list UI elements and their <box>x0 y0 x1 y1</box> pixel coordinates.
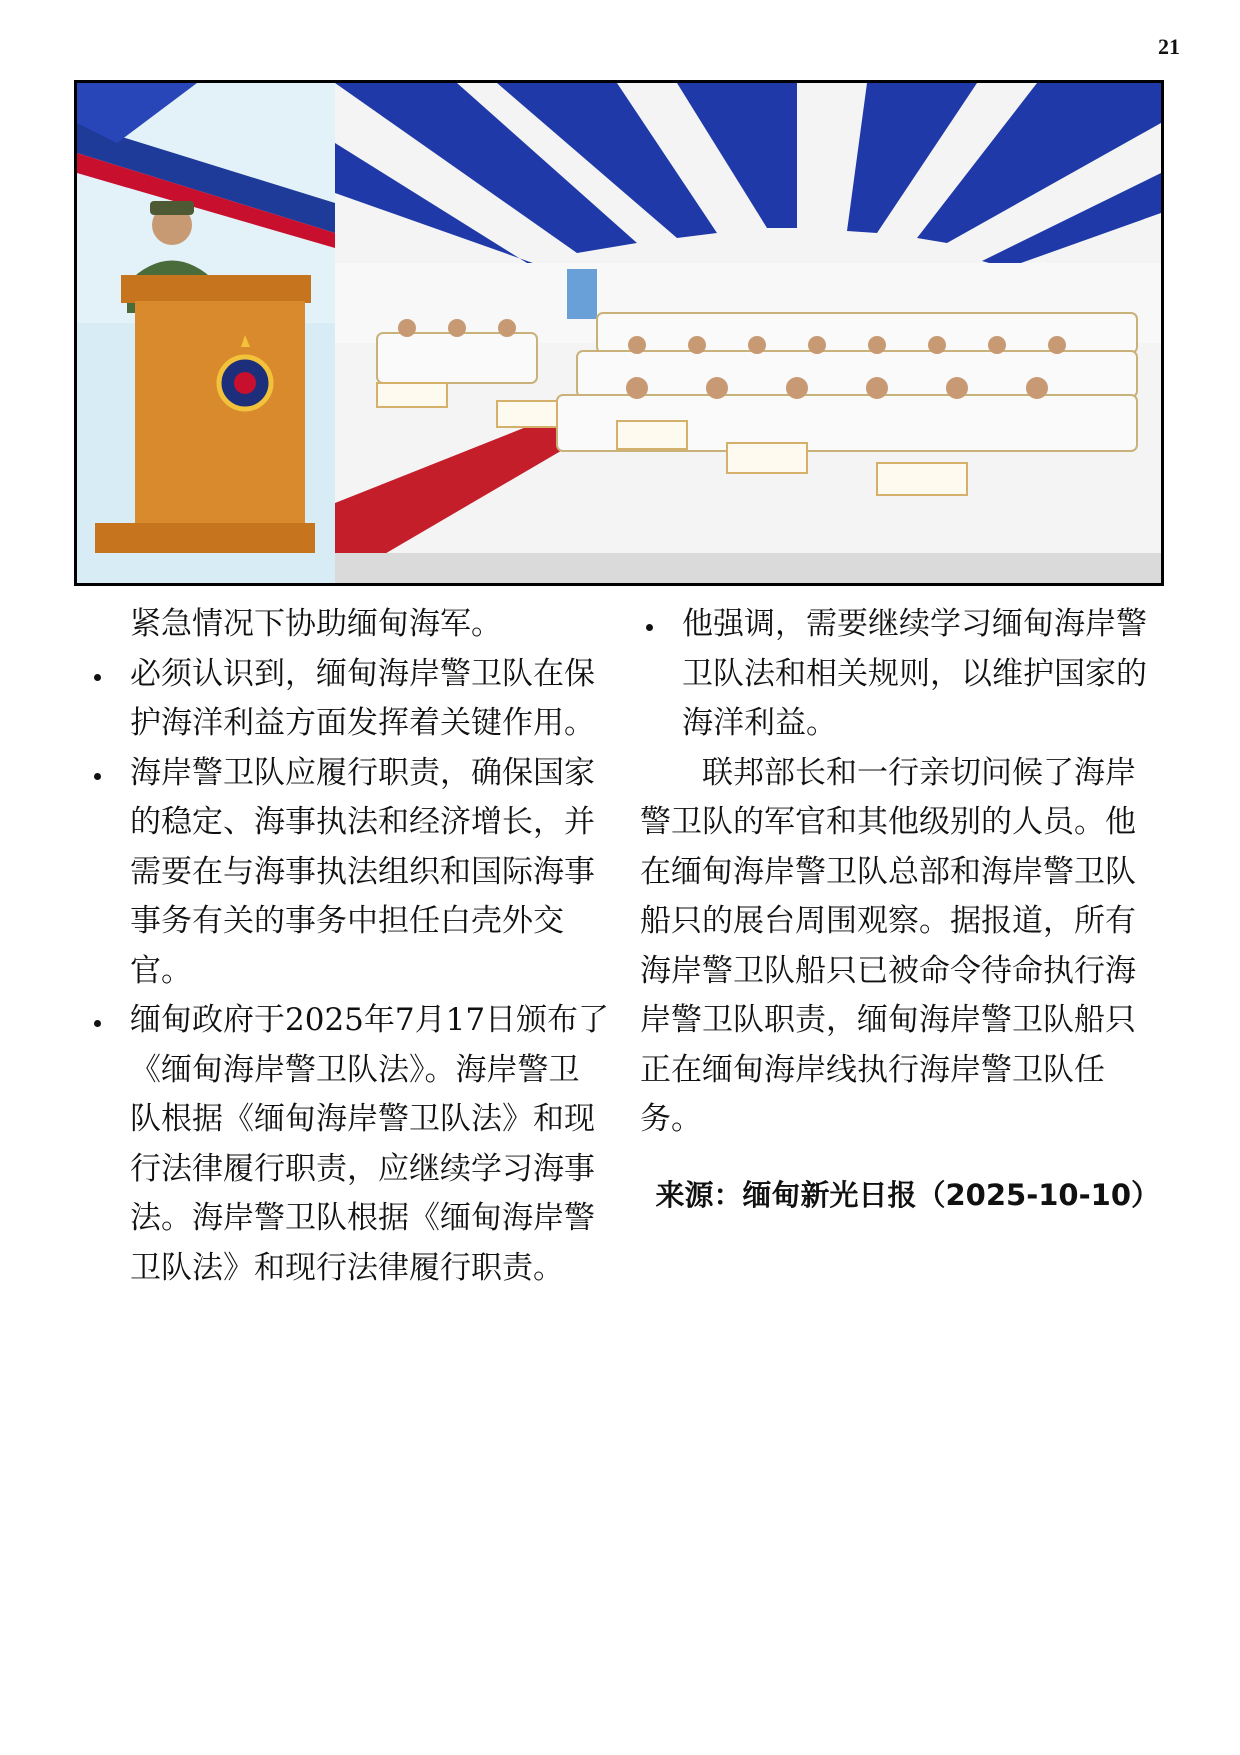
page-number: 21 <box>1158 34 1180 59</box>
left-column <box>88 600 610 1293</box>
continued-text: 紧急情况下协助缅甸海军。 <box>130 606 502 642</box>
bullet-item: 海岸警卫队应履行职责，确保国家的稳定、海事执法和经济增长，并需要在与海事执法组织和国际海事事务有关的事务中担任白壳外交官。 <box>88 749 610 997</box>
bullet-item: 他强调，需要继续学习缅甸海岸警卫队法和相关规则，以维护国家的海洋利益。 <box>640 600 1160 749</box>
bullet-item: 必须认识到，缅甸海岸警卫队在保护海洋利益方面发挥着关键作用。 <box>88 650 610 749</box>
body-paragraph: 联邦部长和一行亲切问候了海岸警卫队的军官和其他级别的人员。他在缅甸海岸警卫队总部和海岸警卫队船只的展台周围观察。据报道，所有海岸警卫队船只已被命令待命执行海岸警卫队职责，缅甸海岸警卫队船只正在缅甸海岸线执行海岸警卫队任务。 <box>640 754 1136 1137</box>
tent-window <box>567 269 597 319</box>
bullet-item: 缅甸政府于2025年7月17日颁布了《缅甸海岸警卫队法》。海岸警卫队根据《缅甸海岸警卫队法》和现行法律履行职责，应继续学习海事法。海岸警卫队根据《缅甸海岸警卫队法》和现行法律履行职责。 <box>88 996 610 1293</box>
podium-base <box>95 523 315 553</box>
speaker-cap <box>150 201 194 215</box>
ceremony-photo-illustration <box>77 83 1161 583</box>
podium-body <box>135 301 305 531</box>
news-photo <box>74 80 1164 586</box>
podium-top <box>121 275 311 303</box>
right-column <box>640 600 1160 1220</box>
floor <box>335 553 1161 583</box>
source-citation: 来源：缅甸新光日报（2025-10-10） <box>655 1177 1160 1212</box>
